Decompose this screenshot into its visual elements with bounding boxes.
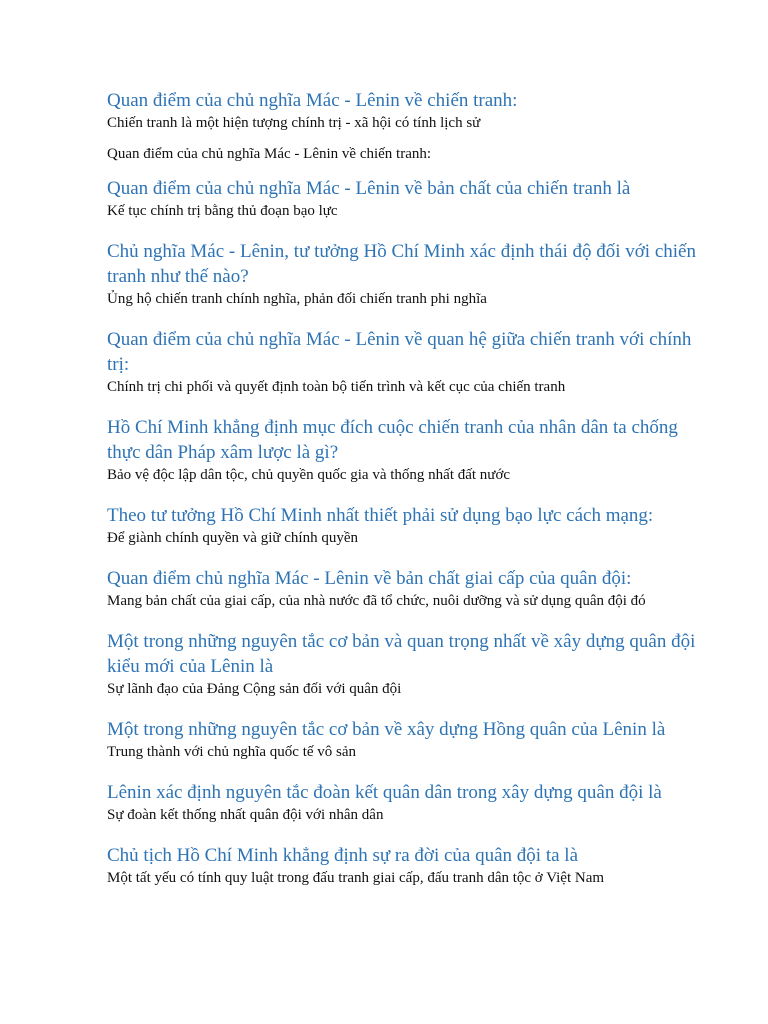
question-text: Chủ tịch Hồ Chí Minh khẳng định sự ra đời của quân đội ta là xyxy=(107,845,579,866)
qa-item-10 xyxy=(107,717,697,763)
answer-text: Để giành chính quyền và giữ chính quyền xyxy=(107,530,358,546)
answer-text: Sự lãnh đạo của Đảng Cộng sản đối với quân đội xyxy=(107,681,402,697)
answer-text: Sự đoàn kết thống nhất quân đội với nhân dân xyxy=(107,807,384,823)
question-text: Quan điểm của chủ nghĩa Mác - Lênin về bản chất của chiến tranh là xyxy=(107,178,631,199)
answer-text: Chính trị chi phối và quyết định toàn bộ tiến trình và kết cục của chiến tranh xyxy=(107,379,566,395)
qa-item-11 xyxy=(107,780,697,826)
qa-item-4 xyxy=(107,239,697,310)
qa-item-8 xyxy=(107,566,697,612)
qa-item-5 xyxy=(107,327,697,398)
qa-item-1 xyxy=(107,88,697,134)
answer-text: Bảo vệ độc lập dân tộc, chủ quyền quốc gia và thống nhất đất nước xyxy=(107,467,511,483)
question-text: Quan điểm của chủ nghĩa Mác - Lênin về quan hệ giữa chiến tranh với chính trị: xyxy=(107,329,692,375)
qa-item-12 xyxy=(107,843,697,889)
question-text: Hồ Chí Minh khẳng định mục đích cuộc chiến tranh của nhân dân ta chống thực dân Pháp xâm lược là gì? xyxy=(107,417,678,463)
question-text: Một trong những nguyên tắc cơ bản về xây dựng Hồng quân của Lênin là xyxy=(107,719,666,740)
question-text: Quan điểm chủ nghĩa Mác - Lênin về bản chất giai cấp của quân đội: xyxy=(107,568,632,589)
answer-text: Mang bản chất của giai cấp, của nhà nước đã tổ chức, nuôi dưỡng và sử dụng quân đội đó xyxy=(107,593,646,609)
answer-text: Quan điểm của chủ nghĩa Mác - Lênin về chiến tranh: xyxy=(107,146,432,162)
answer-text: Ủng hộ chiến tranh chính nghĩa, phản đối chiến tranh phi nghĩa xyxy=(107,291,487,307)
document-page xyxy=(107,88,697,889)
qa-item-9 xyxy=(107,629,697,700)
answer-text: Chiến tranh là một hiện tượng chính trị - xã hội có tính lịch sử xyxy=(107,115,481,131)
answer-text: Một tất yếu có tính quy luật trong đấu tranh giai cấp, đấu tranh dân tộc ở Việt Nam xyxy=(107,870,605,886)
question-text: Quan điểm của chủ nghĩa Mác - Lênin về chiến tranh: xyxy=(107,90,518,111)
question-text: Chủ nghĩa Mác - Lênin, tư tưởng Hồ Chí Minh xác định thái độ đối với chiến tranh như thế nào? xyxy=(107,241,696,287)
question-text: Một trong những nguyên tắc cơ bản và quan trọng nhất về xây dựng quân đội kiểu mới của Lênin là xyxy=(107,631,696,677)
qa-item-2 xyxy=(107,144,697,165)
answer-text: Trung thành với chủ nghĩa quốc tế vô sản xyxy=(107,744,357,760)
qa-item-7 xyxy=(107,503,697,549)
answer-text: Kế tục chính trị bằng thủ đoạn bạo lực xyxy=(107,203,338,219)
qa-item-6 xyxy=(107,415,697,486)
qa-item-3 xyxy=(107,176,697,222)
question-text: Lênin xác định nguyên tắc đoàn kết quân dân trong xây dựng quân đội là xyxy=(107,782,662,803)
question-text: Theo tư tưởng Hồ Chí Minh nhất thiết phải sử dụng bạo lực cách mạng: xyxy=(107,505,654,526)
